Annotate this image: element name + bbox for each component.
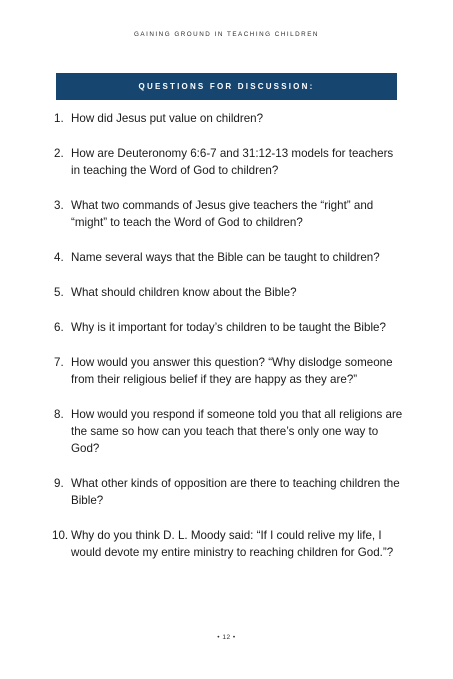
question-number: 9. [54, 477, 64, 490]
question-text: What should children know about the Bible? [71, 286, 297, 299]
question-item [54, 354, 404, 388]
section-title: QUESTIONS FOR DISCUSSION: [138, 82, 315, 91]
question-number: 1. [54, 112, 64, 125]
question-item [54, 197, 404, 231]
question-item [54, 284, 404, 301]
question-number: 6. [54, 321, 64, 334]
question-item [54, 145, 404, 179]
question-text: How are Deuteronomy 6:6-7 and 31:12-13 models for teachers in teaching the Word of God to children? [71, 147, 394, 177]
question-item [54, 475, 404, 509]
question-number: 3. [54, 199, 64, 212]
question-number: 10. [52, 529, 69, 542]
section-banner [56, 73, 397, 100]
question-text: How would you answer this question? “Why dislodge someone from their religious belief if they are happy as they are?” [71, 356, 393, 386]
question-item [54, 110, 404, 127]
question-text: Name several ways that the Bible can be taught to children? [71, 251, 380, 264]
question-text: How would you respond if someone told you that all religions are the same so how can you teach that there’s only one way to God? [71, 408, 403, 455]
question-number: 5. [54, 286, 64, 299]
question-item [54, 527, 404, 561]
page-number: • 12 • [217, 634, 236, 641]
question-list [54, 110, 404, 579]
question-text: Why is it important for today’s children to be taught the Bible? [71, 321, 386, 334]
question-item [54, 406, 404, 457]
question-number: 4. [54, 251, 64, 264]
question-text: Why do you think D. L. Moody said: “If I could relive my life, I would devote my entire ministry to reaching children for God.”? [71, 529, 394, 559]
question-number: 8. [54, 408, 64, 421]
running-header: GAINING GROUND IN TEACHING CHILDREN [134, 31, 319, 38]
question-text: How did Jesus put value on children? [71, 112, 264, 125]
question-item [54, 319, 404, 336]
question-number: 2. [54, 147, 64, 160]
question-text: What other kinds of opposition are there to teaching children the Bible? [71, 477, 400, 507]
question-number: 7. [54, 356, 64, 369]
question-item [54, 249, 404, 266]
question-text: What two commands of Jesus give teachers the “right” and “might” to teach the Word of God to children? [71, 199, 374, 229]
